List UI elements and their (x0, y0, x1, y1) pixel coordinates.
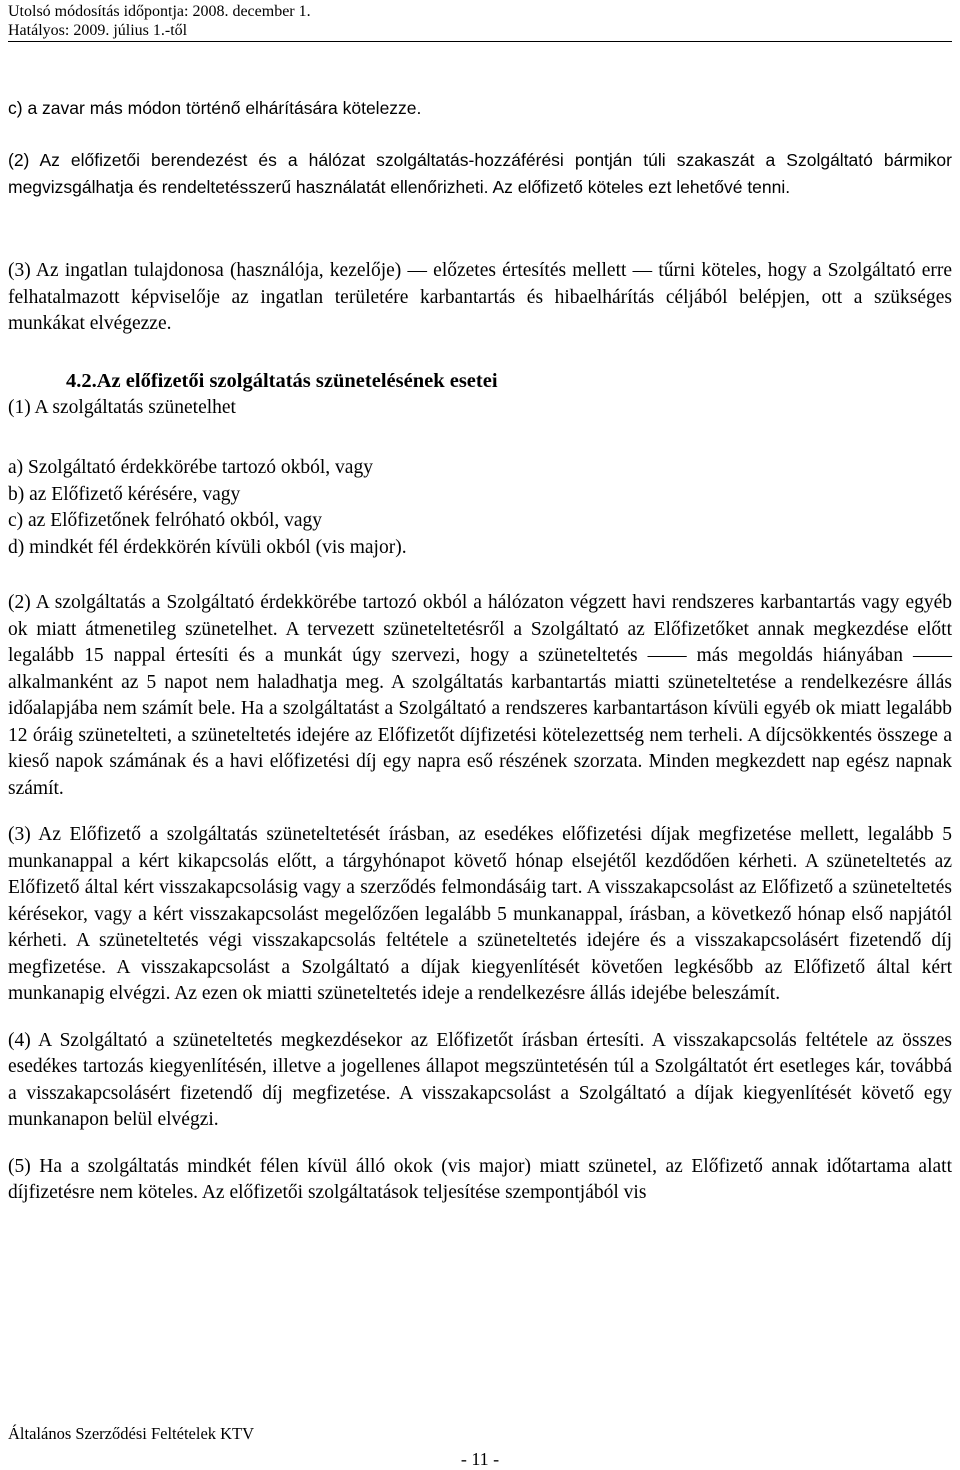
page-header (8, 0, 952, 42)
paragraph-item-c: c) a zavar más módon történő elhárítására kötelezze. (8, 98, 422, 118)
section-paragraph-5: (5) Ha a szolgáltatás mindkét félen kívül álló okok (vis major) miatt szünetel, az Előfizető annak időtartama alatt díjfizetésre nem köteles. Az előfizetői szolgáltatások teljesítése szempontjából vis (8, 1155, 952, 1203)
list-item: a) Szolgáltató érdekkörébe tartozó okból, vagy (8, 457, 373, 478)
section-intro: (1) A szolgáltatás szünetelhet (8, 397, 236, 418)
paragraph-2: (2) Az előfizetői berendezést és a hálózat szolgáltatás-hozzáférési pontján túli szakaszát a Szolgáltató bármikor megvizsgálhatja és rendeltetésszerű használatát ellenőrizheti. Az előfizető köteles ezt lehetővé tenni. (8, 150, 952, 197)
section-paragraph-3: (3) Az Előfizető a szolgáltatás szüneteltetését írásban, az esedékes előfizetési díjak megfizetése mellett, legalább 5 munkanappal a kért kikapcsolás előtt, a tárgyhónapot követő hónap elsejétől kezdődően kérheti. A szüneteltetés az Előfizető által kért visszakapcsolásig vagy a szerződés felmondásáig tart. A visszakapcsolást az Előfizető a szüneteltetés kérésekor, vagy a kért visszakapcsolást megelőzően legalább 5 munkanappal, írásban, a következő hónap első napjától kérheti. A szüneteltetés végi visszakapcsolás feltétele a szüneteltetés idejére és a visszakapcsolásért fizetendő díj megfizetése. A visszakapcsolást a Szolgáltató a díjak kiegyenlítését követően legkésőbb az Előfizető által kért munkanapig elvégzi. Az ezen ok miatti szüneteltetés ideje a rendelkezésre állás idejébe beleszámít. (8, 824, 952, 1004)
section-paragraph-2: (2) A szolgáltatás a Szolgáltató érdekkörébe tartozó okból a hálózaton végzett havi rendszeres karbantartás vagy egyéb ok miatt átmenetileg szünetelhet. A tervezett szüneteltetésről a Szolgáltató az Előfizetőket annak megkezdése előtt legalább 15 nappal értesíti és a munkát úgy szervezi, hogy a szüneteltetés ―― más megoldás hiányában ―― alkalmanként az 5 napot nem haladhatja meg. A szolgáltatás karbantartás miatti szüneteltetése a rendelkezésre állás időalapjába nem számít bele. Ha a szolgáltatást a Szolgáltató a rendszeres karbantartáson kívüli egyéb ok miatt legalább 12 óráig szünetelteti, a szüneteltetés idejére az Előfizetőt díjfizetési kötelezettség nem terheli. A díjcsökkentés összege a kieső napok számának és a havi előfizetési díj egy napra eső részének szorzata. Minden megkezdett nap egész napnak számít. (8, 592, 952, 799)
section-paragraph-4: (4) A Szolgáltató a szüneteltetés megkezdésekor az Előfizetőt írásban értesíti. A visszakapcsolás feltétele az összes esedékes tartozás kiegyenlítésén, illetve a jogellenes állapot megszüntetésén túl a Szolgáltatót ért esetleges kár, továbbá a visszakapcsolásért fizetendő díj megfizetése. A visszakapcsolást a Szolgáltató a díjak kiegyenlítését követő egy munkanapon belül elvégzi. (8, 1029, 952, 1130)
section-paragraphs (8, 590, 952, 1207)
paragraph-3-block (8, 258, 952, 338)
modification-date: Utolsó módosítás időpontja: 2008. december 1. (8, 3, 311, 20)
footer-document-name: Általános Szerződési Feltételek KTV (8, 1424, 255, 1443)
list-item: c) az Előfizetőnek felróható okból, vagy (8, 510, 323, 531)
upper-section (8, 95, 952, 201)
list-item: b) az Előfizető kérésére, vagy (8, 483, 241, 505)
paragraph-3: (3) Az ingatlan tulajdonosa (használója, kezelője) ― előzetes értesítés mellett ― tűrni köteles, hogy a Szolgáltató erre felhatalmazott képviselője az ingatlan területére karbantartás és hibaelhárítás céljából belépjen, ott a szükséges munkákat elvégezze. (8, 260, 952, 334)
page-number: - 11 - (460, 1449, 500, 1469)
reason-list (8, 455, 952, 561)
section-title: 4.2.Az előfizetői szolgáltatás szünetelésének esetei (66, 370, 498, 392)
effective-date: Hatályos: 2009. július 1.-től (8, 22, 188, 39)
section-4-2 (8, 368, 952, 422)
list-item: d) mindkét fél érdekkörén kívüli okból (vis major). (8, 536, 407, 558)
